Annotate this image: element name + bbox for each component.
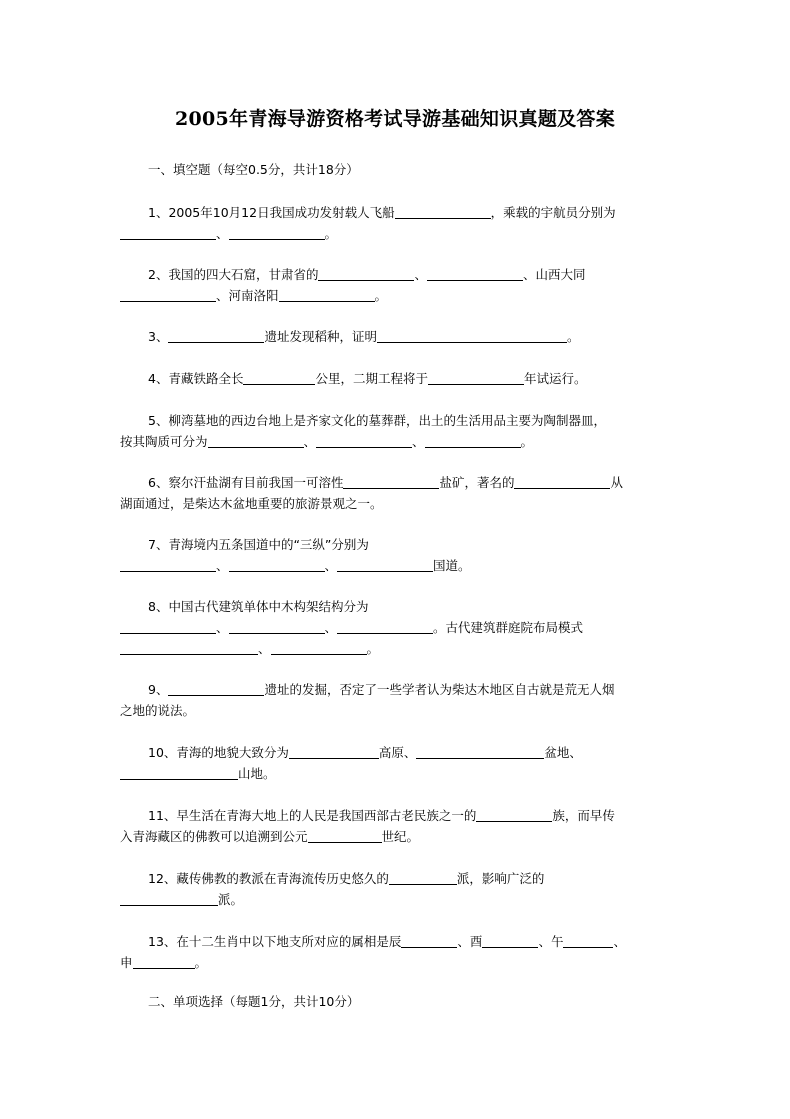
question-text: 申 xyxy=(120,955,133,970)
question-text: 。 xyxy=(366,641,380,656)
answer-blank xyxy=(120,620,216,634)
document-title: 2005年青海导游资格考试导游基础知识真题及答案 xyxy=(174,108,616,130)
question-text: 之地的说法。 xyxy=(120,703,196,718)
question-text: 、 xyxy=(216,226,229,241)
question-text: 山地。 xyxy=(238,766,276,781)
question-text: 、酉 xyxy=(457,934,483,949)
question-3 xyxy=(120,326,665,347)
question-line xyxy=(120,264,665,285)
answer-blank xyxy=(271,641,367,655)
question-line xyxy=(120,410,665,431)
question-text: 从 xyxy=(610,475,623,490)
question-text: 。古代建筑群庭院布局模式 xyxy=(433,620,584,635)
answer-blank xyxy=(279,288,375,302)
answer-blank xyxy=(401,934,457,948)
question-line xyxy=(120,889,665,910)
question-text: 、 xyxy=(258,641,271,656)
answer-blank xyxy=(318,267,414,281)
question-line xyxy=(120,679,665,700)
answer-blank xyxy=(168,329,264,343)
answer-blank xyxy=(243,371,315,385)
answer-blank xyxy=(425,434,521,448)
question-text: 盆地、 xyxy=(544,745,582,760)
answer-blank xyxy=(168,682,264,696)
question-text: 。 xyxy=(520,434,534,449)
section-heading-single-choice: 二、单项选择（每题1分，共计10分） xyxy=(148,994,360,1009)
question-text: 族，而早传 xyxy=(552,808,615,823)
question-text: 按其陶质可分为 xyxy=(120,434,208,449)
question-text: 4、青藏铁路全长 xyxy=(148,371,244,386)
answer-blank xyxy=(229,226,325,240)
question-text: 、河南洛阳 xyxy=(216,288,279,303)
question-line xyxy=(120,368,665,389)
question-line xyxy=(120,326,665,347)
question-text: 。 xyxy=(566,329,580,344)
question-text: 湖面通过，是柴达木盆地重要的旅游景观之一。 xyxy=(120,496,383,511)
question-line xyxy=(120,617,665,638)
question-text: 、 xyxy=(216,620,229,635)
question-line xyxy=(120,868,665,889)
question-text: 高原、 xyxy=(378,745,417,760)
question-text: 、 xyxy=(412,434,425,449)
question-text: 6、察尔汗盐湖有目前我国一可溶性 xyxy=(148,475,344,490)
answer-blank xyxy=(120,558,216,572)
question-text: 、 xyxy=(414,267,427,282)
question-text: 国道。 xyxy=(433,558,471,573)
answer-blank xyxy=(229,620,325,634)
question-line xyxy=(120,638,665,659)
answer-blank xyxy=(316,434,412,448)
question-line xyxy=(120,805,665,826)
question-line xyxy=(120,952,665,973)
question-text: 公里，二期工程将于 xyxy=(315,371,428,386)
answer-blank xyxy=(428,371,524,385)
question-line xyxy=(120,555,665,576)
question-text: 。 xyxy=(324,226,338,241)
question-line xyxy=(120,223,665,244)
question-4 xyxy=(120,368,665,389)
question-text: 、午 xyxy=(538,934,564,949)
question-text: 、 xyxy=(216,558,229,573)
question-line xyxy=(120,742,665,763)
answer-blank xyxy=(120,288,216,302)
question-text: 11、早生活在青海大地上的人民是我国西部古老民族之一的 xyxy=(148,808,477,823)
question-text: 10、青海的地貌大致分为 xyxy=(148,745,289,760)
answer-blank xyxy=(343,475,439,489)
answer-blank xyxy=(389,871,457,885)
answer-blank xyxy=(482,934,538,948)
answer-blank xyxy=(514,475,610,489)
question-text: 年试运行。 xyxy=(523,371,587,386)
question-text: 1、2005年10月12日我国成功发射载人飞船 xyxy=(148,205,395,220)
answer-blank xyxy=(289,745,379,759)
question-10 xyxy=(120,742,665,784)
answer-blank xyxy=(337,558,433,572)
question-line xyxy=(120,202,665,223)
question-line xyxy=(120,826,665,847)
answer-blank xyxy=(476,808,552,822)
answer-blank xyxy=(120,641,258,655)
question-line xyxy=(120,285,665,306)
question-11 xyxy=(120,805,665,847)
question-text: 、 xyxy=(613,934,626,949)
question-8 xyxy=(120,596,665,659)
question-text: 派，影响广泛的 xyxy=(456,871,545,886)
question-text: 13、在十二生肖中以下地支所对应的属相是辰 xyxy=(148,934,402,949)
answer-blank xyxy=(563,934,613,948)
answer-blank xyxy=(395,205,491,219)
question-text: 5、柳湾墓地的西边台地上是齐家文化的墓葬群，出土的生活用品主要为陶制器皿， xyxy=(148,413,606,428)
question-text: ，乘载的宇航员分别为 xyxy=(490,205,616,220)
answer-blank xyxy=(120,226,216,240)
question-text: 派。 xyxy=(218,892,244,907)
question-line xyxy=(120,596,665,617)
question-text: 。 xyxy=(194,955,208,970)
answer-blank xyxy=(308,829,382,843)
question-text: 12、藏传佛教的教派在青海流传历史悠久的 xyxy=(148,871,389,886)
question-2 xyxy=(120,264,665,306)
question-line xyxy=(120,431,665,452)
question-text: 、 xyxy=(324,558,338,573)
answer-blank xyxy=(427,267,523,281)
question-text: 、 xyxy=(324,620,338,635)
question-line xyxy=(120,472,665,493)
question-12 xyxy=(120,868,665,910)
answer-blank xyxy=(120,892,218,906)
question-text: 2、我国的四大石窟，甘肃省的 xyxy=(148,267,319,282)
question-6 xyxy=(120,472,665,514)
question-line xyxy=(120,700,665,721)
question-text: 3、 xyxy=(148,329,169,344)
answer-blank xyxy=(229,558,325,572)
question-5 xyxy=(120,410,665,452)
question-text: 。 xyxy=(374,288,388,303)
answer-blank xyxy=(208,434,304,448)
question-line xyxy=(120,534,665,555)
answer-blank xyxy=(416,745,544,759)
question-1 xyxy=(120,202,665,244)
question-7 xyxy=(120,534,665,576)
question-text: 8、中国古代建筑单体中木构架结构分为 xyxy=(148,599,369,614)
question-text: 遗址的发掘，否定了一些学者认为柴达木地区自古就是荒无人烟 xyxy=(264,682,615,697)
question-line xyxy=(120,931,665,952)
answer-blank xyxy=(120,766,238,780)
answer-blank xyxy=(133,955,195,969)
question-13 xyxy=(120,931,665,973)
question-line xyxy=(120,493,665,514)
question-text: 入青海藏区的佛教可以追溯到公元 xyxy=(120,829,308,844)
question-text: 遗址发现稻种，证明 xyxy=(264,329,377,344)
question-text: 、山西大同 xyxy=(522,267,586,282)
question-text: 盐矿，著名的 xyxy=(439,475,515,490)
question-text: 7、青海境内五条国道中的“三纵”分别为 xyxy=(148,537,369,552)
question-text: 9、 xyxy=(148,682,169,697)
question-9 xyxy=(120,679,665,721)
question-text: 世纪。 xyxy=(381,829,420,844)
answer-blank xyxy=(377,329,567,343)
question-text: 、 xyxy=(303,434,317,449)
question-line xyxy=(120,763,665,784)
section-heading-fill-blank: 一、填空题（每空0.5分，共计18分） xyxy=(148,162,359,177)
answer-blank xyxy=(337,620,433,634)
